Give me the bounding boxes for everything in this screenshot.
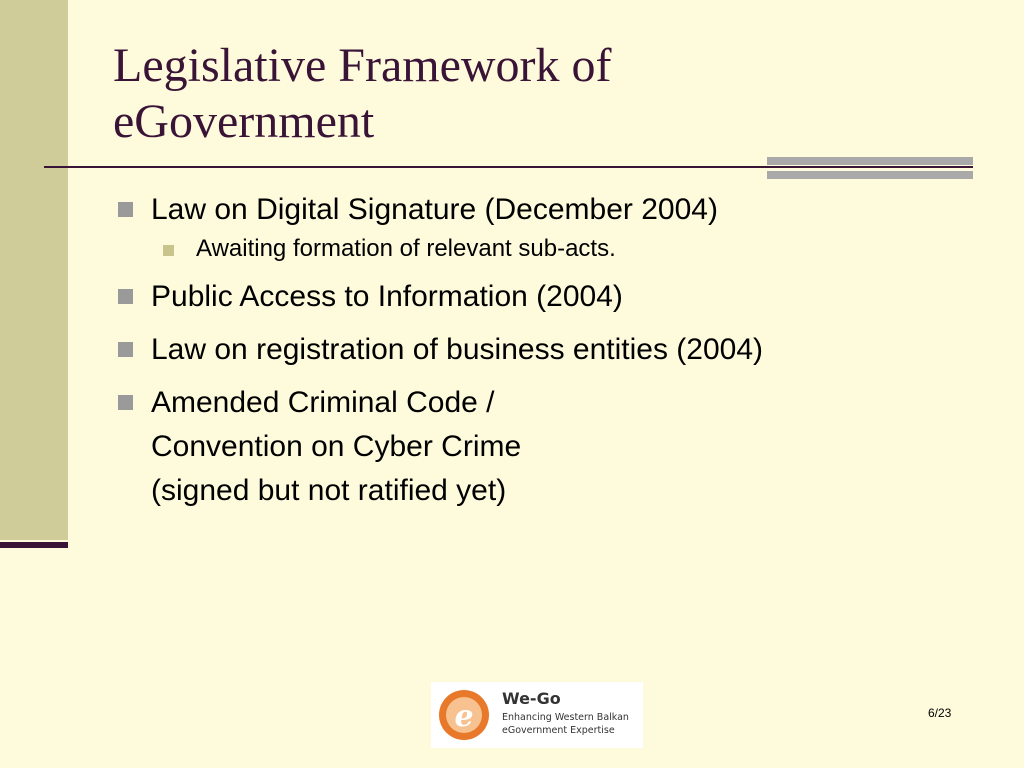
bullet-square-icon — [118, 342, 133, 357]
side-accent-bar — [0, 542, 68, 548]
bullet-square-icon — [118, 289, 133, 304]
bullet-list — [118, 188, 978, 513]
logo-tagline-line-2: eGovernment Expertise — [502, 725, 615, 736]
decorative-bar — [767, 171, 973, 179]
slide-title-line-1: Legislative Framework of — [113, 39, 612, 92]
bullet-item — [118, 381, 978, 513]
logo-name: We-Go — [502, 689, 561, 708]
logo-emblem-letter: e — [454, 699, 474, 734]
slide-title-line-2: eGovernment — [113, 95, 375, 148]
slide-title — [113, 38, 933, 150]
decorative-bars — [767, 157, 973, 179]
sub-bullet-square-icon — [163, 245, 174, 256]
bullet-text: Public Access to Information (2004) — [151, 280, 623, 313]
page-number: 6/23 — [928, 706, 952, 720]
bullet-text: Law on Digital Signature (December 2004) — [151, 193, 718, 226]
bullet-square-icon — [118, 395, 133, 410]
bullet-text-line-2: Convention on Cyber Crime — [151, 430, 522, 463]
we-go-logo-icon — [437, 688, 491, 742]
bullet-item — [118, 328, 978, 372]
logo-tagline — [502, 711, 629, 737]
we-go-logo — [431, 682, 643, 748]
bullet-text: Law on registration of business entities (2004) — [151, 333, 764, 366]
decorative-bar — [767, 157, 973, 165]
bullet-text-line-3: (signed but not ratified yet) — [151, 474, 507, 507]
bullet-square-icon — [118, 202, 133, 217]
sub-bullet-text: Awaiting formation of relevant sub-acts. — [196, 235, 616, 262]
sub-bullet-item — [163, 232, 978, 266]
bullet-item — [118, 188, 978, 232]
bullet-item — [118, 275, 978, 319]
logo-tagline-line-1: Enhancing Western Balkan — [502, 712, 629, 723]
side-band — [0, 0, 68, 540]
bullet-text-line-1: Amended Criminal Code / — [151, 386, 495, 419]
